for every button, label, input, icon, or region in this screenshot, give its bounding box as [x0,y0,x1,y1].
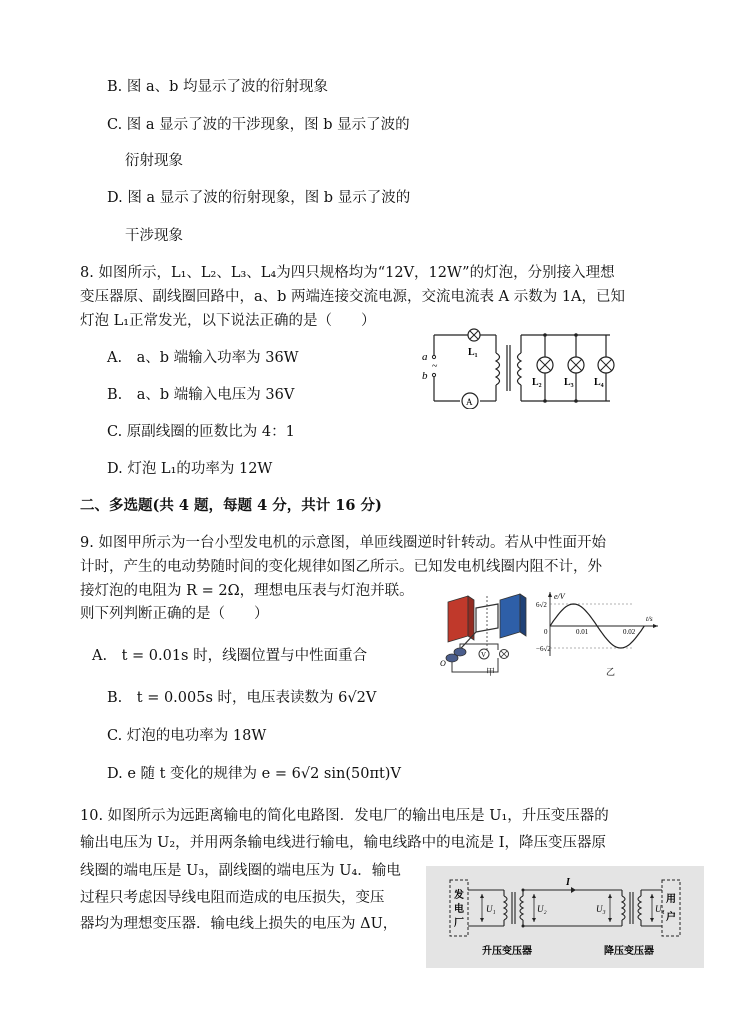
q10-fig-u4: U₄ [655,904,665,914]
q8-fig-label-a: a [422,351,428,363]
q8-option-a: A. a、b 端输入功率为 36W [107,350,299,366]
q10-transmission-figure [426,866,704,968]
section-2-heading: 二、多选题(共 4 题，每题 4 分，共计 16 分) [80,497,382,514]
q7-option-b: B. 图 a、b 均显示了波的衍射现象 [107,79,329,95]
q9-fig-x-label: t/s [646,615,653,623]
q8-fig-label-l1: L₁ [468,347,478,358]
q10-fig-plant-2: 电 [454,904,464,915]
q9-fig-tick-001: 0.01 [576,628,589,636]
q9-fig-tick-pos: 6√2 [536,601,547,609]
q10-stem-line2: 输出电压为 U₂，并用两条输电线进行输电，输电线路中的电流是 I，降压变压器原 [80,835,606,851]
q9-fig-tick-zero: 0 [544,628,548,636]
q7-option-c-line2: 衍射现象 [125,153,183,169]
q9-option-d: D. e 随 t 变化的规律为 e = 6√2 sin(50πt)V [107,766,401,782]
q8-fig-ammeter-label: A [466,397,473,407]
q9-fig-label-yi: 乙 [606,668,616,678]
q9-stem-line3: 接灯泡的电阻为 R = 2Ω，理想电压表与灯泡并联。 [80,583,414,599]
q9-option-c: C. 灯泡的电功率为 18W [107,728,267,744]
q9-stem-line2: 计时，产生的电动势随时间的变化规律如图乙所示。已知发电机线圈内阻不计，外 [80,559,602,575]
q9-fig-label-jia: 甲 [486,668,496,678]
q7-option-d-line2: 干涉现象 [125,228,183,244]
q9-stem-line4: 则下列判断正确的是（ ） [80,606,269,622]
q10-fig-user-2: 户 [666,912,676,923]
q10-fig-step-up-label: 升压变压器 [482,946,532,957]
q9-option-b: B. t = 0.005s 时，电压表读数为 6√2V [107,690,377,706]
q10-fig-u3: U₃ [596,904,606,914]
q10-fig-plant-1: 发 [454,890,464,901]
q9-option-a: A. t = 0.01s 时，线圈位置与中性面重合 [92,648,368,664]
q8-option-d: D. 灯泡 L₁的功率为 12W [107,461,273,477]
q8-fig-ac-symbol: ~ [432,361,438,372]
q8-option-c: C. 原副线圈的匝数比为 4：1 [107,424,295,440]
q10-stem-line5: 器均为理想变压器．输电线上损失的电压为 ΔU， [80,916,398,932]
q8-stem-line1: 8. 如图所示，L₁、L₂、L₃、L₄为四只规格均为“12V，12W”的灯泡，分别接入理想 [80,265,615,281]
q8-fig-label-l2: L₂ [532,377,542,388]
q10-fig-step-down-label: 降压变压器 [604,946,654,957]
q8-fig-label-l4: L₄ [594,377,604,388]
q8-fig-label-b: b [422,370,428,382]
q7-option-c-line1: C. 图 a 显示了波的干涉现象，图 b 显示了波的 [107,117,410,133]
q9-fig-label-o: O [440,659,446,668]
q9-fig-tick-002: 0.02 [623,628,636,636]
q8-stem-line3: 灯泡 L₁正常发光，以下说法正确的是（ ） [80,313,376,329]
q8-fig-label-l3: L₃ [564,377,574,388]
q9-fig-y-label: e/V [554,592,565,601]
q9-emf-graph [536,590,660,660]
q10-stem-line1: 10. 如图所示为远距离输电的简化电路图．发电厂的输出电压是 U₁，升压变压器的 [80,808,609,824]
q9-generator-figure [438,592,540,680]
q10-stem-line4: 过程只考虑因导线电阻而造成的电压损失，变压 [80,890,385,906]
q9-fig-tick-neg: −6√2 [536,645,551,653]
q8-transformer-circuit-figure [418,327,618,409]
q10-fig-plant-3: 厂 [454,918,464,929]
q8-stem-line2: 变压器原、副线圈回路中，a、b 两端连接交流电源，交流电流表 A 示数为 1A，已知 [80,289,626,305]
q10-fig-current: I [566,877,570,888]
q10-fig-u2: U₂ [537,904,547,914]
q10-fig-user-1: 用 [666,894,676,905]
q9-fig-voltmeter-label: V [481,651,487,659]
q8-option-b: B. a、b 端输入电压为 36V [107,387,295,403]
q9-stem-line1: 9. 如图甲所示为一台小型发电机的示意图，单匝线圈逆时针转动。若从中性面开始 [80,535,606,551]
q10-stem-line3: 线圈的端电压是 U₃，副线圈的端电压为 U₄．输电 [80,863,401,879]
q10-fig-u1: U₁ [486,904,496,914]
q7-option-d-line1: D. 图 a 显示了波的衍射现象，图 b 显示了波的 [107,190,411,206]
